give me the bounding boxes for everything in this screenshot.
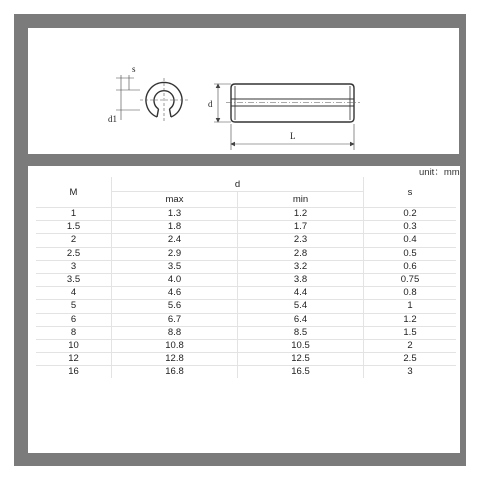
cell-s: 0.2 <box>364 208 457 221</box>
dimension-s <box>116 75 134 90</box>
cell-m: 12 <box>36 353 112 366</box>
center-lines <box>140 78 188 123</box>
cell-m: 4 <box>36 287 112 300</box>
table-row <box>36 221 456 234</box>
cell-s: 0.5 <box>364 247 457 260</box>
cell-s: 0.6 <box>364 260 457 273</box>
header-s: s <box>364 177 457 208</box>
cell-max: 2.4 <box>112 234 238 247</box>
cell-max: 2.9 <box>112 247 238 260</box>
table-row <box>36 234 456 247</box>
table-row <box>36 208 456 221</box>
cell-min: 1.7 <box>293 221 308 233</box>
cell-m: 1.5 <box>36 221 112 234</box>
pin-outline <box>231 84 354 122</box>
cell-min: 4.4 <box>293 287 308 299</box>
cell-m: 6 <box>36 313 112 326</box>
cell-max: 12.8 <box>112 353 238 366</box>
cell-max: 4.0 <box>112 273 238 286</box>
cell-min: 12.5 <box>291 353 310 365</box>
cell-min: 2.3 <box>293 234 308 246</box>
cell-m: 1 <box>36 208 112 221</box>
cell-s: 2 <box>364 339 457 352</box>
cell-min: 16.5 <box>291 366 310 378</box>
cell-s: 1 <box>364 300 457 313</box>
technical-drawing <box>28 28 459 154</box>
cell-max: 6.7 <box>112 313 238 326</box>
cell-s: 0.8 <box>364 287 457 300</box>
cell-min: 2.8 <box>293 247 308 259</box>
header-m: M <box>36 177 112 208</box>
header-d: d <box>112 177 364 192</box>
cell-s: 0.3 <box>364 221 457 234</box>
cell-max: 3.5 <box>112 260 238 273</box>
cell-min: 8.5 <box>293 326 308 338</box>
cell-max: 10.8 <box>112 339 238 352</box>
cell-min: 10.5 <box>291 339 310 351</box>
cell-s: 0.4 <box>364 234 457 247</box>
label-s: s <box>132 64 136 74</box>
cell-m: 10 <box>36 339 112 352</box>
label-d1: d1 <box>108 114 117 124</box>
cell-min: 6.4 <box>293 313 308 325</box>
cell-min: 3.8 <box>293 274 308 286</box>
table-row <box>36 353 456 366</box>
cell-max: 5.6 <box>112 300 238 313</box>
cell-m: 16 <box>36 366 112 379</box>
side-view <box>231 84 354 122</box>
cell-min: 1.2 <box>293 208 308 220</box>
cell-m: 3 <box>36 260 112 273</box>
ring-slot-right <box>170 109 172 117</box>
cell-min: 3.2 <box>293 260 308 272</box>
cell-min: 5.4 <box>293 300 308 312</box>
table-row <box>36 247 456 260</box>
cell-m: 3.5 <box>36 273 112 286</box>
table-row <box>36 260 456 273</box>
label-L: L <box>290 131 296 141</box>
table-row <box>36 313 456 326</box>
cell-m: 5 <box>36 300 112 313</box>
unit-label: unit：mm <box>419 167 460 178</box>
label-d: d <box>208 99 213 109</box>
spring-pin-drawing-svg <box>28 28 459 154</box>
table-row <box>36 273 456 286</box>
header-max: max <box>112 192 238 208</box>
ring-slot-left <box>157 109 159 117</box>
table-row <box>36 326 456 339</box>
dimension-table-panel <box>28 166 460 453</box>
table-row <box>36 366 456 379</box>
dimension-table <box>36 177 456 378</box>
table-body <box>36 208 456 379</box>
divider-band <box>14 154 466 166</box>
cell-max: 4.6 <box>112 287 238 300</box>
cell-m: 8 <box>36 326 112 339</box>
cell-max: 1.8 <box>112 221 238 234</box>
table-row <box>36 287 456 300</box>
cell-s: 1.2 <box>364 313 457 326</box>
table-row <box>36 300 456 313</box>
cell-max: 1.3 <box>112 208 238 221</box>
cell-max: 16.8 <box>112 366 238 379</box>
cell-m: 2 <box>36 234 112 247</box>
cell-m: 2.5 <box>36 247 112 260</box>
cell-s: 3 <box>364 366 457 379</box>
header-min: min <box>292 194 309 206</box>
table-row <box>36 339 456 352</box>
cell-s: 2.5 <box>364 353 457 366</box>
cell-s: 0.75 <box>364 273 457 286</box>
cell-max: 8.8 <box>112 326 238 339</box>
cell-s: 1.5 <box>364 326 457 339</box>
dimension-d1 <box>116 90 140 120</box>
dimension-d <box>214 84 231 122</box>
